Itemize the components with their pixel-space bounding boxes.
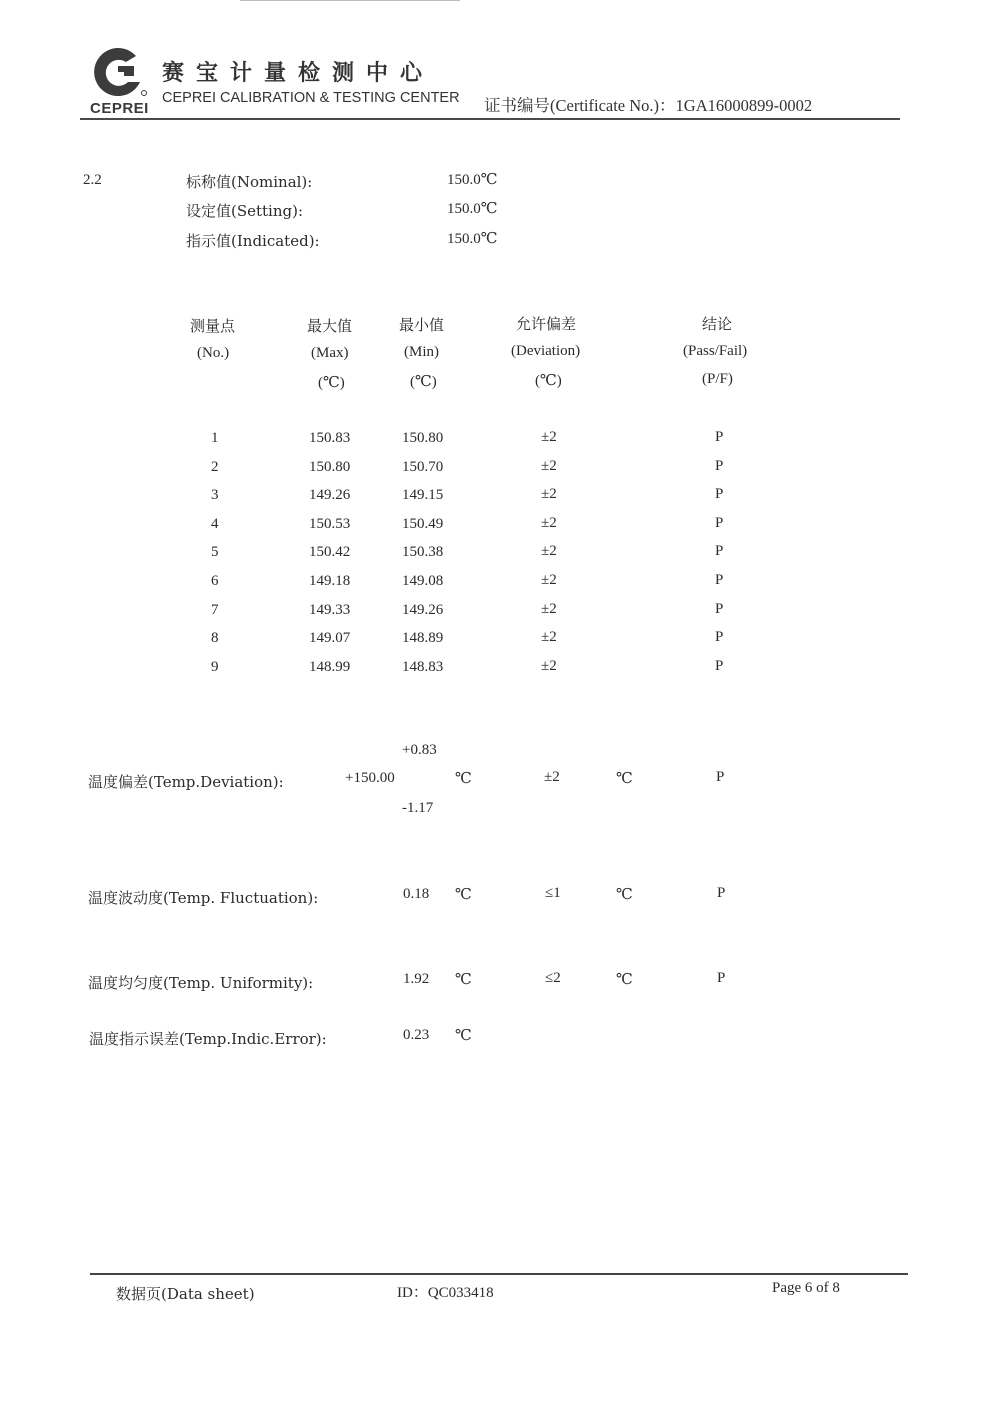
logo-text: CEPREI <box>90 100 149 117</box>
table-header-cn: 允许偏差 <box>516 315 577 333</box>
header-rule <box>80 118 900 120</box>
table-header-en: (Pass/Fail) <box>683 343 748 359</box>
certificate-number: 证书编号(Certificate No.)：1GA16000899-0002 <box>484 96 813 115</box>
scan-edge-line <box>240 0 460 1</box>
footer-rule <box>90 1273 908 1275</box>
table-cell: ±2 <box>541 543 557 559</box>
table-cell: P <box>715 458 724 474</box>
deviation-base: +150.00 <box>345 770 395 786</box>
table-cell: 150.83 <box>309 430 351 446</box>
deviation-upper: +0.83 <box>402 742 437 758</box>
table-cell: 150.80 <box>402 430 444 446</box>
table-header-cn: 最大值 <box>307 317 353 335</box>
table-cell: 148.83 <box>402 659 444 675</box>
table-cell: ±2 <box>541 629 557 645</box>
table-cell: 149.18 <box>309 573 351 589</box>
table-header-unit: (℃) <box>318 375 345 391</box>
org-name-cn: 赛宝计量检测中心 <box>162 60 435 86</box>
table-header-unit: (℃) <box>410 374 437 390</box>
deviation-unit: ℃ <box>455 771 472 787</box>
table-cell: P <box>715 601 724 617</box>
uniformity-tolerance: ≤2 <box>545 970 561 986</box>
nominal-value: 150.0℃ <box>447 172 498 188</box>
table-cell: 9 <box>211 659 219 675</box>
table-cell: P <box>715 629 724 645</box>
fluctuation-value: 0.18 <box>403 886 430 902</box>
table-cell: 150.38 <box>402 544 444 560</box>
indic-error-label: 温度指示误差(Temp.Indic.Error): <box>89 1030 327 1048</box>
fluctuation-label: 温度波动度(Temp. Fluctuation): <box>88 889 319 907</box>
table-header-unit: (℃) <box>535 373 562 389</box>
uniformity-label: 温度均匀度(Temp. Uniformity): <box>88 974 314 992</box>
table-cell: 8 <box>211 630 219 646</box>
table-cell: 149.33 <box>309 602 351 618</box>
table-cell: 7 <box>211 602 219 618</box>
deviation-tol-unit: ℃ <box>616 771 633 787</box>
table-header-unit: (P/F) <box>702 371 733 387</box>
table-cell: P <box>715 658 724 674</box>
table-cell: 148.99 <box>309 659 351 675</box>
table-cell: 150.70 <box>402 459 444 475</box>
deviation-tolerance: ±2 <box>544 769 560 785</box>
table-cell: 6 <box>211 573 219 589</box>
table-header-cn: 结论 <box>702 315 733 333</box>
table-cell: ±2 <box>541 658 557 674</box>
table-cell: ±2 <box>541 601 557 617</box>
ceprei-logo-icon <box>88 44 152 100</box>
org-name-en: CEPREI CALIBRATION & TESTING CENTER <box>162 90 460 106</box>
footer-sheet-label: 数据页(Data sheet) <box>116 1285 255 1303</box>
table-cell: 150.42 <box>309 544 351 560</box>
fluctuation-tol-unit: ℃ <box>616 887 633 903</box>
setting-value: 150.0℃ <box>447 201 498 217</box>
table-header-en: (Deviation) <box>511 343 581 359</box>
uniformity-unit: ℃ <box>455 972 472 988</box>
table-cell: 149.26 <box>309 487 351 503</box>
nominal-label: 标称值(Nominal): <box>186 173 313 191</box>
table-cell: ±2 <box>541 572 557 588</box>
table-cell: ±2 <box>541 458 557 474</box>
table-cell: 2 <box>211 459 219 475</box>
table-cell: P <box>715 515 724 531</box>
table-header-en: (Max) <box>311 345 349 361</box>
table-cell: 149.26 <box>402 602 444 618</box>
table-cell: 5 <box>211 544 219 560</box>
footer-page-number: Page 6 of 8 <box>772 1280 840 1296</box>
table-cell: 149.07 <box>309 630 351 646</box>
table-cell: 149.08 <box>402 573 444 589</box>
indicated-label: 指示值(Indicated): <box>186 232 320 250</box>
section-number: 2.2 <box>83 172 102 188</box>
table-cell: P <box>715 429 724 445</box>
table-cell: 3 <box>211 487 219 503</box>
table-cell: ±2 <box>541 486 557 502</box>
setting-label: 设定值(Setting): <box>186 202 304 220</box>
table-cell: 1 <box>211 430 219 446</box>
fluctuation-verdict: P <box>717 885 726 901</box>
deviation-label: 温度偏差(Temp.Deviation): <box>88 773 284 791</box>
table-cell: 150.49 <box>402 516 444 532</box>
indic-error-value: 0.23 <box>403 1027 430 1043</box>
uniformity-verdict: P <box>717 970 726 986</box>
table-cell: 150.53 <box>309 516 351 532</box>
table-header-cn: 测量点 <box>190 317 236 335</box>
indic-error-unit: ℃ <box>455 1028 472 1044</box>
footer-id: ID：QC033418 <box>397 1285 494 1301</box>
deviation-lower: -1.17 <box>402 800 434 816</box>
table-header-en: (No.) <box>197 345 230 361</box>
table-cell: 149.15 <box>402 487 444 503</box>
fluctuation-tolerance: ≤1 <box>545 885 561 901</box>
uniformity-tol-unit: ℃ <box>616 972 633 988</box>
indicated-value: 150.0℃ <box>447 231 498 247</box>
table-cell: 150.80 <box>309 459 351 475</box>
table-header-cn: 最小值 <box>399 316 445 334</box>
table-cell: P <box>715 486 724 502</box>
table-cell: 4 <box>211 516 219 532</box>
fluctuation-unit: ℃ <box>455 887 472 903</box>
uniformity-value: 1.92 <box>403 971 430 987</box>
table-cell: P <box>715 572 724 588</box>
table-cell: P <box>715 543 724 559</box>
table-header-en: (Min) <box>404 344 439 360</box>
table-cell: ±2 <box>541 429 557 445</box>
table-cell: ±2 <box>541 515 557 531</box>
table-cell: 148.89 <box>402 630 444 646</box>
deviation-verdict: P <box>716 769 725 785</box>
